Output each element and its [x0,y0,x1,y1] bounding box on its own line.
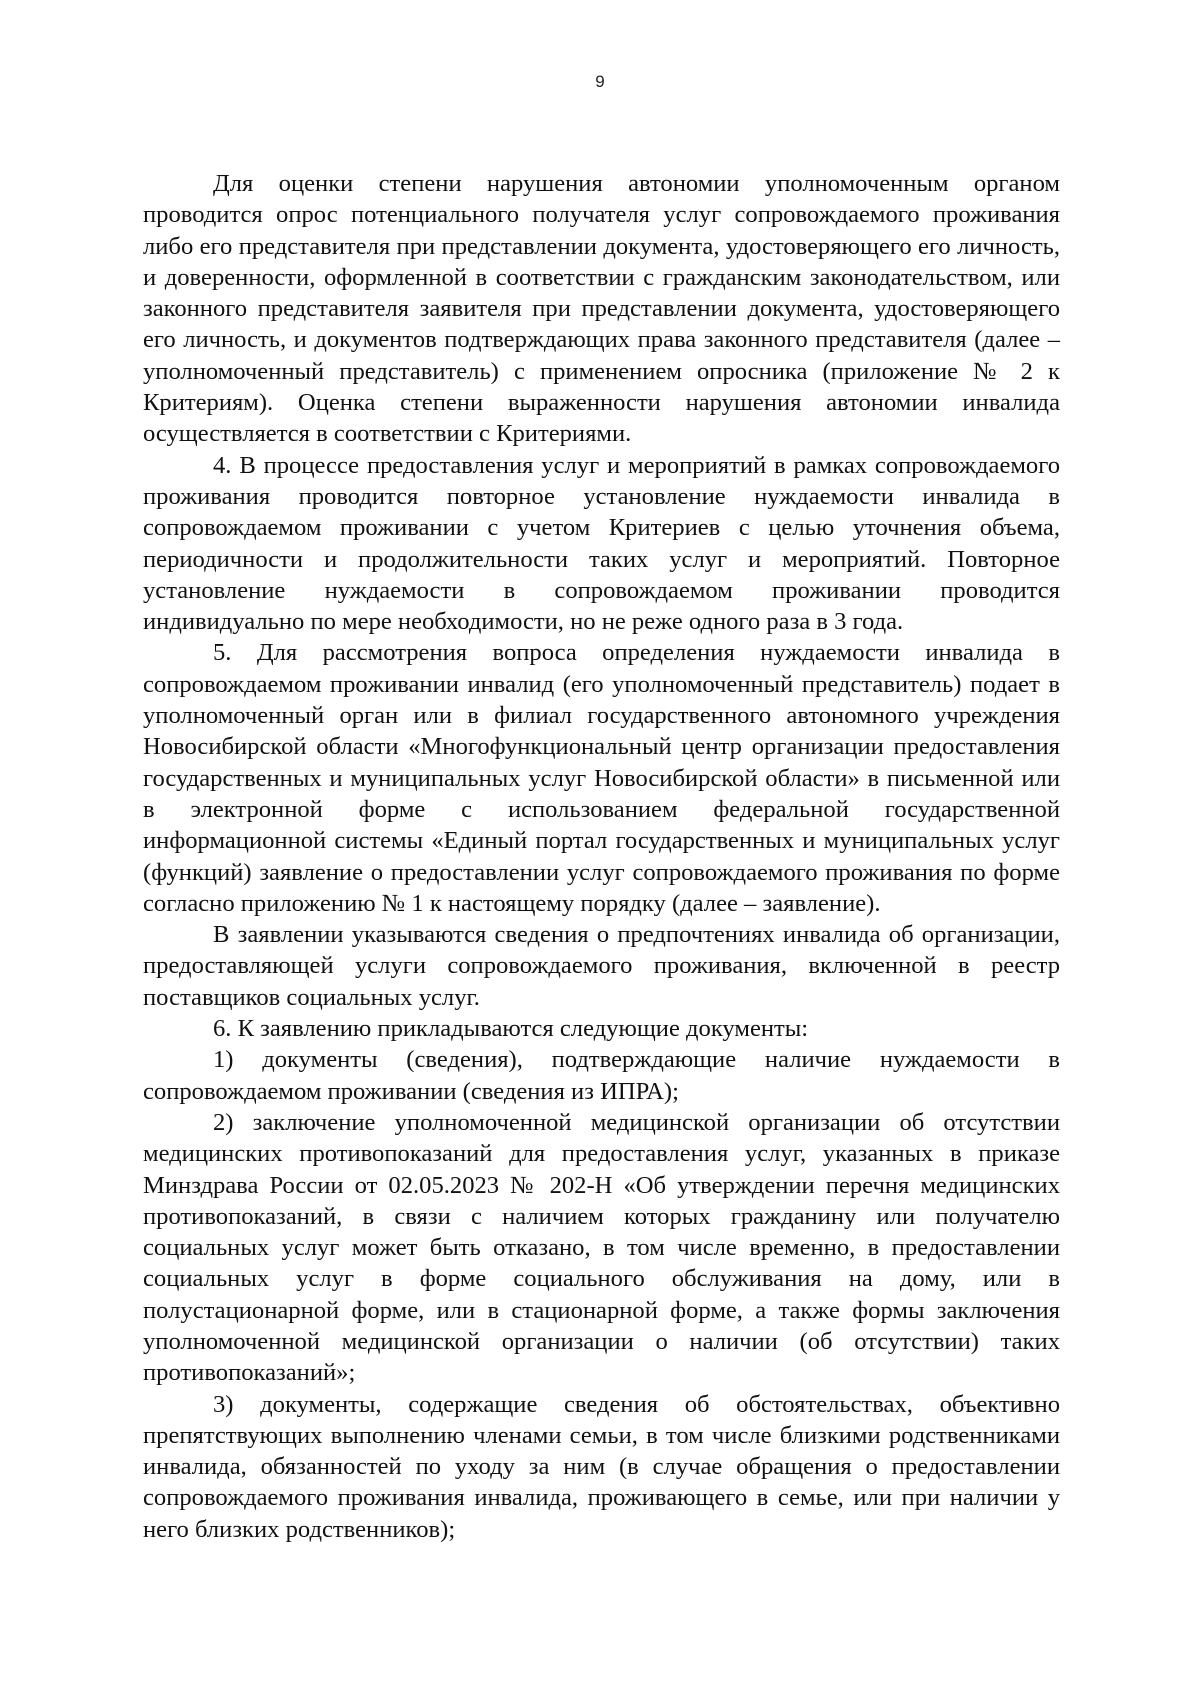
paragraph-item-5: 5. Для рассмотрения вопроса определения нуждаемости инвалида в сопровождаемом проживании инвалид (его уполномоченный представитель) подает в уполномоченный орган или в филиал государственного автономного учреждения Новосибирской области «Многофункциональный центр организации предоставления государственных и муниципальных услуг Новосибирской области» в письменной или в электронной форме с использованием федеральной государственной информационной системы «Единый портал государственных и муниципальных услуг (функций) заявление о предоставлении услуг сопровождаемого проживания по форме согласно приложению № 1 к настоящему порядку (далее – заявление). [143,639,1060,917]
document-body [143,168,1060,1545]
paragraph-application-preferences: В заявлении указываются сведения о предпочтениях инвалида об организации, предоставляющей услуги сопровождаемого проживания, включенной в реестр поставщиков социальных услуг. [143,921,1060,1011]
list-item-2: 2) заключение уполномоченной медицинской организации об отсутствии медицинских противопоказаний для предоставления услуг, указанных в приказе Минздрава России от 02.05.2023 № 202-Н «Об утверждении перечня медицинских противопоказаний, в связи с наличием которых гражданину или получателю социальных услуг может быть отказано, в том числе временно, в предоставлении социальных услуг в форме социального обслуживания на дому, или в полустационарной форме, или в стационарной форме, а также формы заключения уполномоченной медицинской организации о наличии (об отсутствии) таких противопоказаний»; [143,1108,1060,1387]
list-item-3: 3) документы, содержащие сведения об обстоятельствах, объективно препятствующих выполнению членами семьи, в том числе близкими родственниками инвалида, обязанностей по уходу за ним (в случае обращения о предоставлении сопровождаемого проживания инвалида, проживающего в семье, или при наличии у него близких родственников); [143,1390,1060,1543]
paragraph-item-6: 6. К заявлению прикладываются следующие документы: [213,1015,809,1043]
paragraph-item-4: 4. В процессе предоставления услуг и мероприятий в рамках сопровождаемого проживания проводится повторное установление нуждаемости инвалида в сопровождаемом проживании с учетом Критериев с целью уточнения объема, периодичности и продолжительности таких услуг и мероприятий. Повторное установление нуждаемости в сопровождаемом проживании проводится индивидуально по мере необходимости, но не реже одного раза в 3 года. [143,451,1060,636]
page-number: 9 [595,72,605,91]
paragraph-autonomy-assessment: Для оценки степени нарушения автономии уполномоченным органом проводится опрос потенциального получателя услуг сопровождаемого проживания либо его представителя при представлении документа, удостоверяющего его личность, и доверенности, оформленной в соответствии с гражданским законодательством, или законного представителя заявителя при представлении документа, удостоверяющего его личность, и документов подтверждающих права законного представителя (далее – уполномоченный представитель) с применением опросника (приложение № 2 к Критериям). Оценка степени выраженности нарушения автономии инвалида осуществляется в соответствии с Критериями. [143,170,1060,448]
list-item-1: 1) документы (сведения), подтверждающие наличие нуждаемости в сопровождаемом проживании (сведения из ИПРА); [143,1046,1060,1105]
